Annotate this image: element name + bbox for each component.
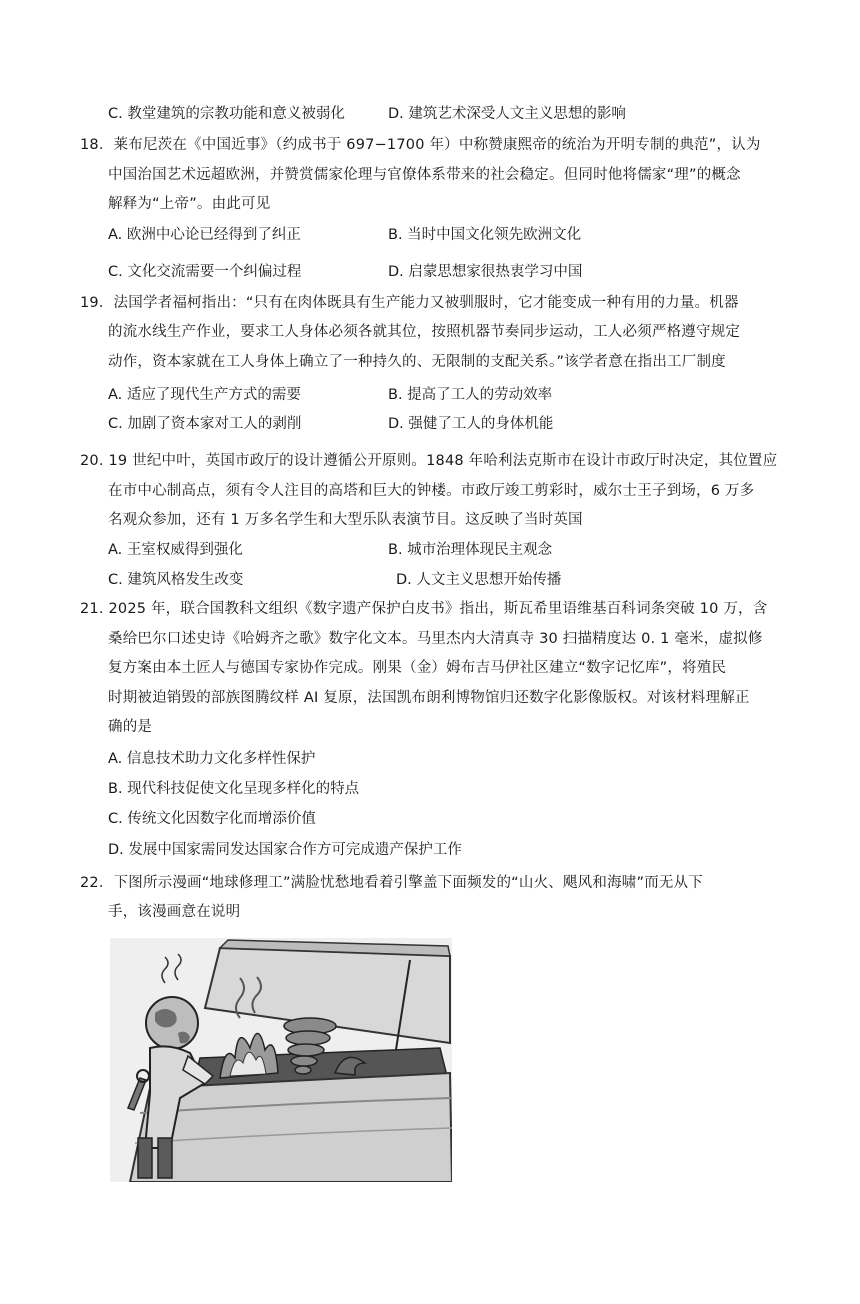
q21-option-d: D. 发展中国家需同发达国家合作方可完成遗产保护工作: [108, 842, 462, 858]
q21-stem-line-1: 21. 2025 年，联合国教科文组织《数字遗产保护白皮书》指出，斯瓦希里语维基百科词条突破 10 万，含: [80, 601, 768, 617]
q20-option-d: D. 人文主义思想开始传播: [396, 572, 562, 588]
q19-option-a: A. 适应了现代生产方式的需要: [108, 387, 301, 403]
q19-option-c: C. 加剧了资本家对工人的剥削: [108, 416, 302, 432]
q19-option-d: D. 强健了工人的身体机能: [388, 416, 554, 432]
q21-stem-line-5: 确的是: [108, 719, 153, 735]
q21-stem-line-4: 时期被迫销毁的部族图腾纹样 AI 复原，法国凯布朗利博物馆归还数字化影像版权。对该材料理解正: [108, 690, 750, 706]
q18-option-c: C. 文化交流需要一个纠偏过程: [108, 264, 302, 280]
q21-option-a: A. 信息技术助力文化多样性保护: [108, 751, 316, 767]
q18-stem-line-1: 18．莱布尼茨在《中国近事》（约成书于 697−1700 年）中称赞康熙帝的统治为开明专制的典范”，认为: [80, 137, 761, 153]
q21-option-b: B. 现代科技促使文化呈现多样化的特点: [108, 781, 360, 797]
q21-stem-line-2: 桑给巴尔口述史诗《哈姆齐之歌》数字化文本。马里杰内大清真寺 30 扫描精度达 0. 1 毫米，虚拟修: [108, 631, 763, 647]
earth-mechanic-cartoon: [110, 938, 452, 1182]
q22-stem-line-2: 手，该漫画意在说明: [108, 904, 241, 920]
q20-stem-line-2: 在市中心制高点，须有令人注目的高塔和巨大的钟楼。市政厅竣工剪彩时，威尔士王子到场，6 万多: [108, 483, 755, 499]
q20-option-b: B. 城市治理体现民主观念: [388, 542, 553, 558]
q22-stem-line-1: 22．下图所示漫画“地球修理工”满脸忧愁地看着引擎盖下面频发的“山火、飓风和海啸”而无从下: [80, 875, 703, 891]
q18-option-b: B. 当时中国文化领先欧洲文化: [388, 227, 582, 243]
q20-stem-line-3: 名观众参加，还有 1 万多名学生和大型乐队表演节目。这反映了当时英国: [108, 512, 583, 528]
q17-option-c: C. 教堂建筑的宗教功能和意义被弱化: [108, 106, 345, 122]
q20-option-c: C. 建筑风格发生改变: [108, 572, 244, 588]
q20-option-a: A. 王室权威得到强化: [108, 542, 243, 558]
q18-stem-line-2: 中国治国艺术远超欧洲，并赞赏儒家伦理与官僚体系带来的社会稳定。但同时他将儒家“理”的概念: [108, 167, 741, 183]
q18-stem-line-3: 解释为“上帝”。由此可见: [108, 196, 271, 212]
q21-option-c: C. 传统文化因数字化而增添价值: [108, 811, 316, 827]
q19-option-b: B. 提高了工人的劳动效率: [388, 387, 553, 403]
q19-stem-line-3: 动作，资本家就在工人身体上确立了一种持久的、无限制的支配关系。”该学者意在指出工厂制度: [108, 354, 726, 370]
q21-stem-line-3: 复方案由本土匠人与德国专家协作完成。刚果（金）姆布吉马伊社区建立“数字记忆库”，将殖民: [108, 660, 727, 676]
q17-option-d: D. 建筑艺术深受人文主义思想的影响: [388, 106, 626, 122]
q19-stem-line-2: 的流水线生产作业，要求工人身体必须各就其位，按照机器节奏同步运动，工人必须严格遵守规定: [108, 324, 741, 340]
q18-option-d: D. 启蒙思想家很热衷学习中国: [388, 264, 583, 280]
q20-stem-line-1: 20. 19 世纪中叶，英国市政厅的设计遵循公开原则。1848 年哈利法克斯市在设计市政厅时决定，其位置应: [80, 453, 778, 469]
q18-option-a: A. 欧洲中心论已经得到了纠正: [108, 227, 301, 243]
q19-stem-line-1: 19．法国学者福柯指出：“只有在肉体既具有生产能力又被驯服时，它才能变成一种有用的力量。机器: [80, 295, 739, 311]
